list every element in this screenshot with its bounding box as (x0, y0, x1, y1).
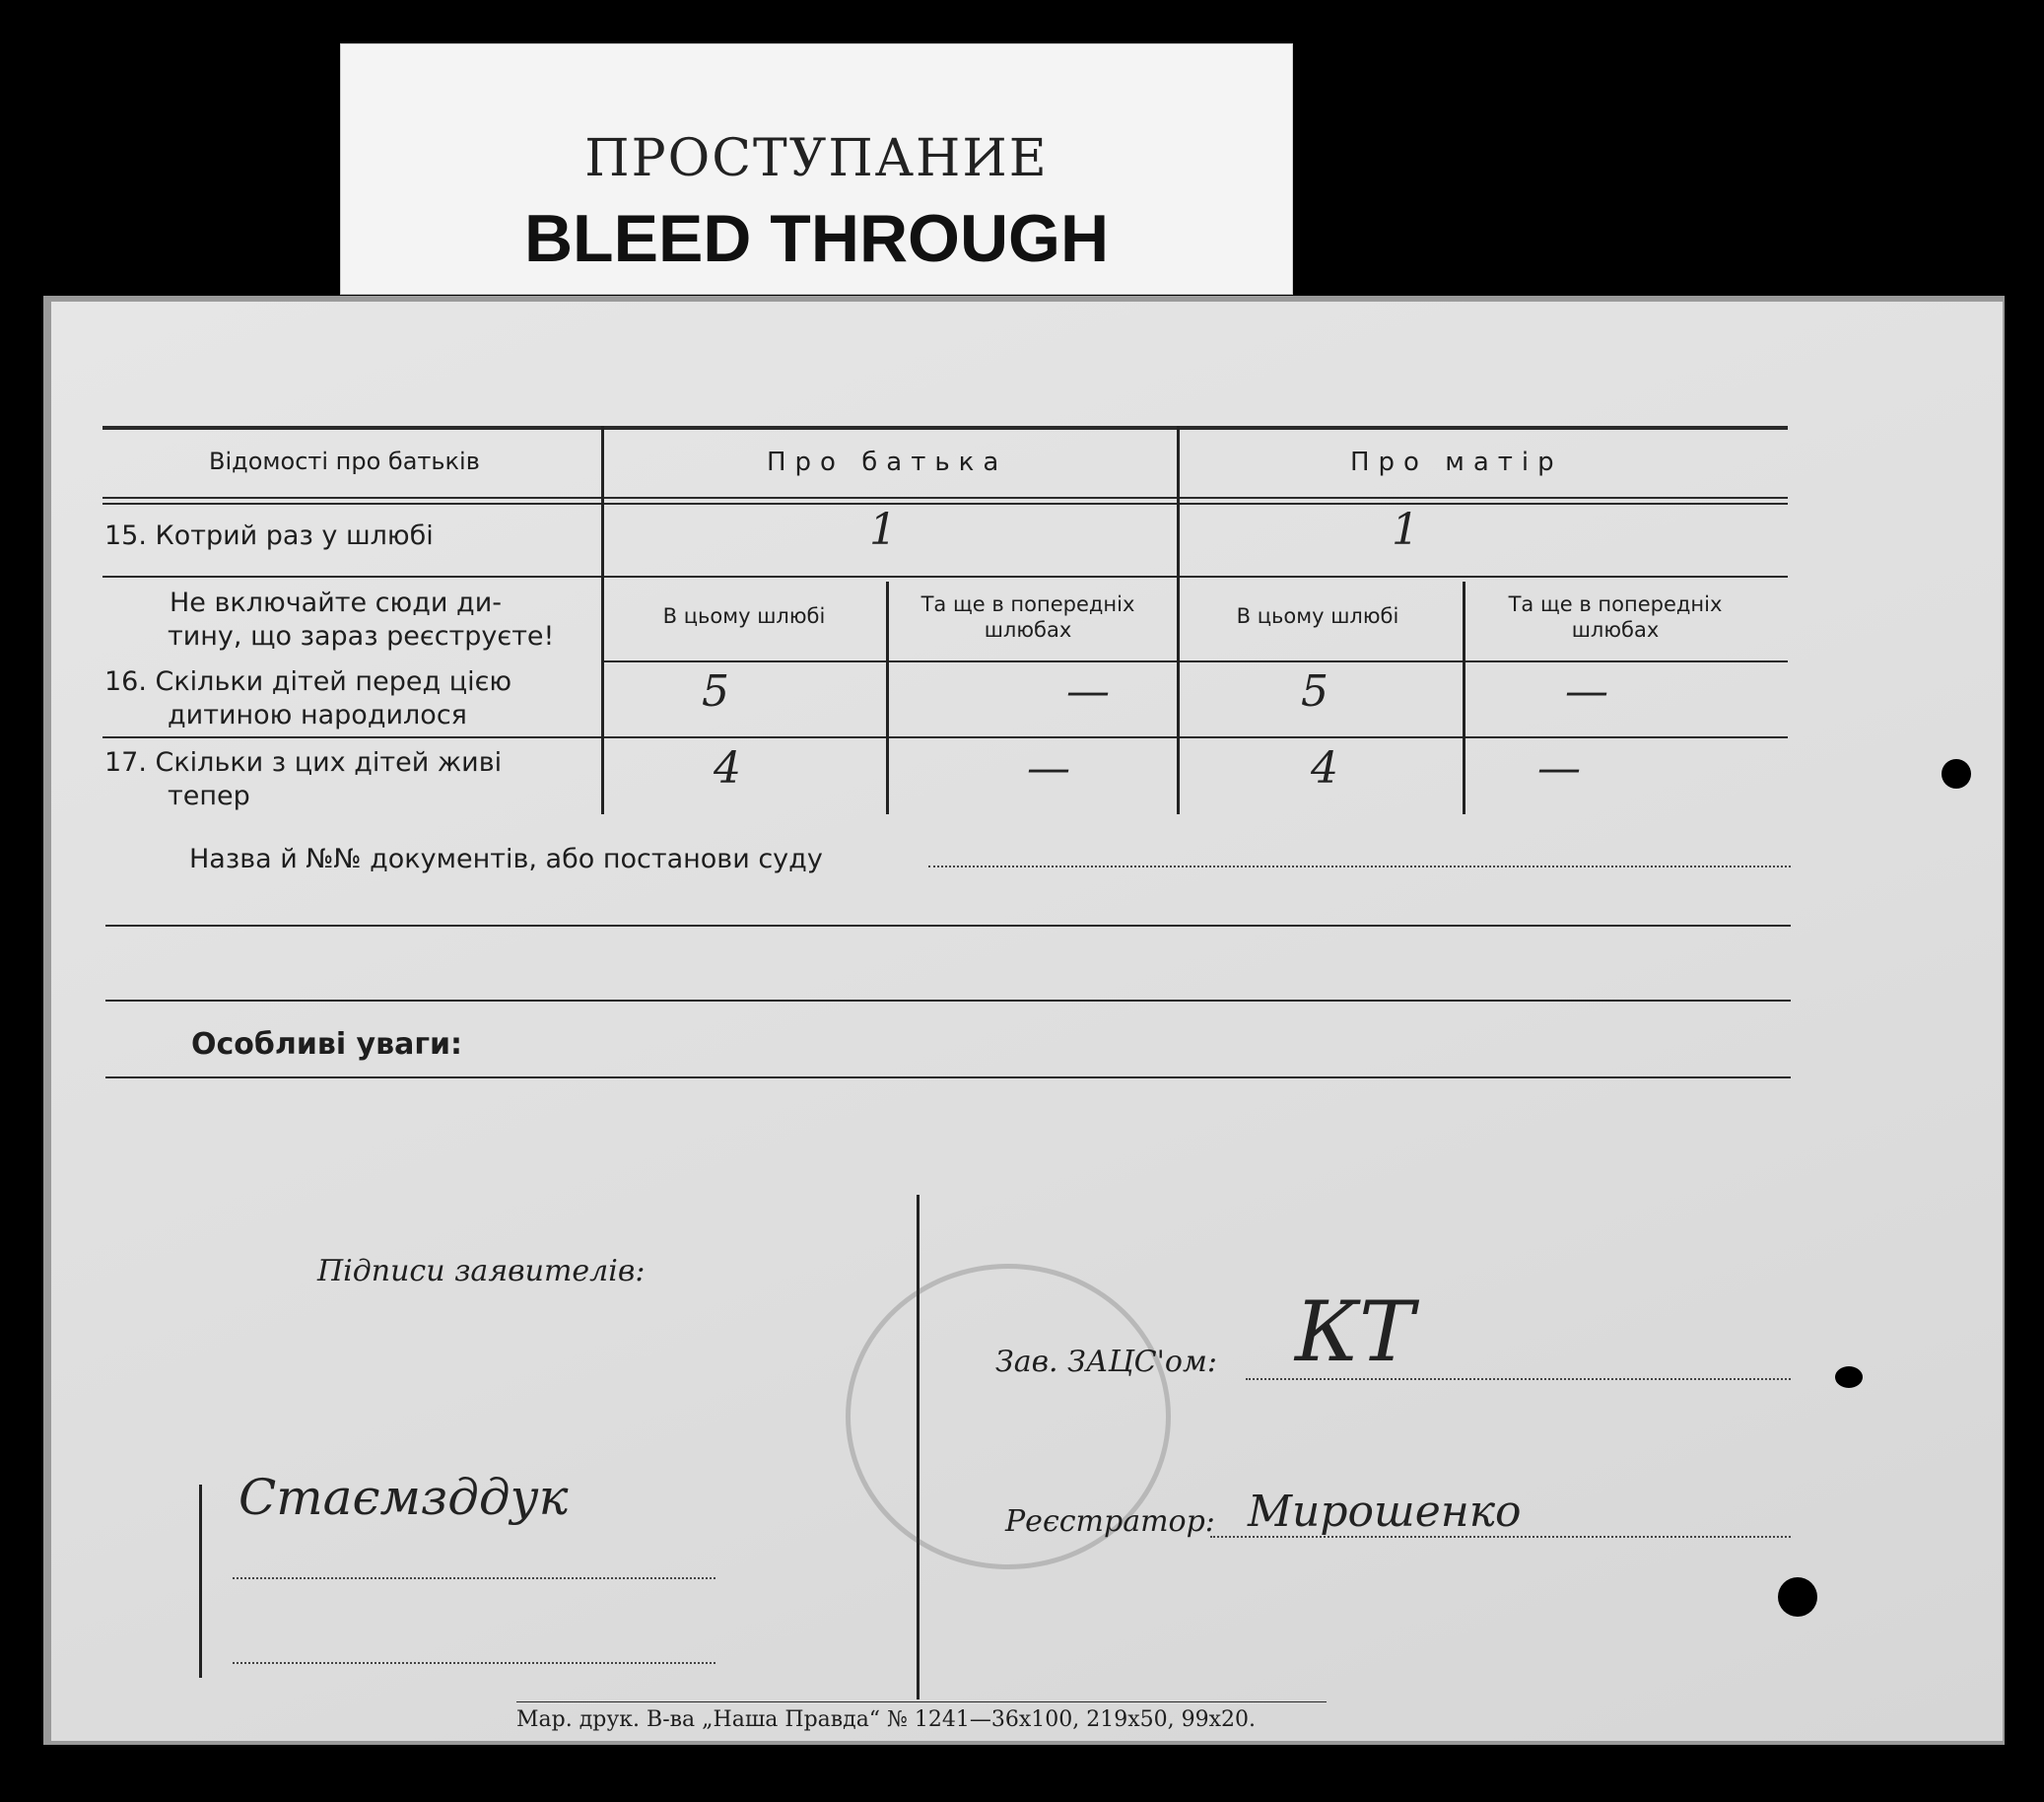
head-label: Зав. ЗАЦС'ом: (995, 1345, 1217, 1379)
documents-line-2 (105, 925, 1791, 927)
applicant-signature-line-2 (233, 1662, 715, 1664)
father-this-marriage-header: В цьому шлюбі (662, 604, 826, 628)
row16-mother-prev: — (1565, 666, 1608, 717)
documents-dotted-line (928, 866, 1791, 867)
note-line-2: тину, що зараз реєструєте! (168, 621, 555, 652)
head-signature: КТ (1295, 1283, 1415, 1380)
documents-line-3 (105, 1000, 1791, 1002)
header-rule-1 (102, 497, 1788, 499)
imprint-rule (516, 1701, 1327, 1702)
col-divider-mother (1463, 582, 1465, 814)
col-divider-1 (601, 426, 604, 814)
row16-label-line-1: 16. Скільки дітей перед цією (104, 666, 512, 697)
paper-hole (1835, 1366, 1863, 1388)
form-page (51, 302, 2003, 1741)
row15-rule (102, 576, 1788, 578)
row17-label-line-2: тепер (168, 781, 250, 811)
col-divider-2 (1177, 426, 1180, 814)
row16-mother-this: 5 (1301, 666, 1329, 717)
mother-this-marriage-header: В цьому шлюбі (1236, 604, 1399, 628)
paper-hole (1778, 1577, 1817, 1617)
bleed-through-label-card (340, 43, 1293, 295)
row17-father-this: 4 (714, 743, 741, 794)
col-divider-father (886, 582, 889, 814)
registrar-signature: Мирошенко (1248, 1487, 1522, 1537)
row17-label-line-1: 17. Скільки з цих дітей живі (104, 747, 503, 778)
applicants-bracket (199, 1485, 214, 1678)
remarks-label: Особливі уваги: (191, 1027, 463, 1062)
applicants-label: Підписи заявителів: (317, 1254, 646, 1288)
label-english: BLEED THROUGH (523, 201, 1110, 276)
mother-previous-header: Та ще в попередніх шлюбах (1508, 592, 1723, 642)
row16-rule (102, 736, 1788, 738)
row16-father-prev: — (1066, 666, 1110, 717)
row16-father-this: 5 (702, 666, 729, 717)
header-mother: Про матір (1350, 448, 1563, 477)
registrar-label: Реєстратор: (1005, 1504, 1215, 1539)
applicant-signature-line-1 (233, 1577, 715, 1579)
row16-label-line-2: дитиною народилося (168, 700, 467, 730)
documents-label: Назва й №№ документів, або постанови суду (189, 844, 823, 874)
applicant-signature: Стаємзддук (238, 1469, 569, 1526)
row15-mother-value: 1 (1392, 505, 1419, 555)
label-russian: ПРОСТУПАНИЕ (584, 129, 1049, 188)
row15-label: 15. Котрий раз у шлюбі (104, 520, 434, 551)
row17-father-prev: — (1027, 743, 1070, 794)
father-previous-header: Та ще в попередніх шлюбах (920, 592, 1135, 642)
printer-imprint: Мар. друк. В-ва „Наша Правда“ № 1241—36х100, 219х50, 99х20. (516, 1707, 1256, 1732)
header-info-label: Відомості про батьків (209, 448, 480, 475)
row17-mother-prev: — (1537, 743, 1581, 794)
paper-hole (1942, 759, 1971, 789)
row15-father-value: 1 (869, 505, 897, 555)
note-line-1: Не включайте сюди ди- (170, 588, 502, 618)
row17-mother-this: 4 (1311, 743, 1338, 794)
table-top-rule (102, 426, 1788, 430)
header-father: Про батька (767, 448, 1008, 477)
remarks-line (105, 1076, 1791, 1078)
subheader-rule (603, 660, 1788, 662)
header-rule-2 (102, 503, 1788, 505)
